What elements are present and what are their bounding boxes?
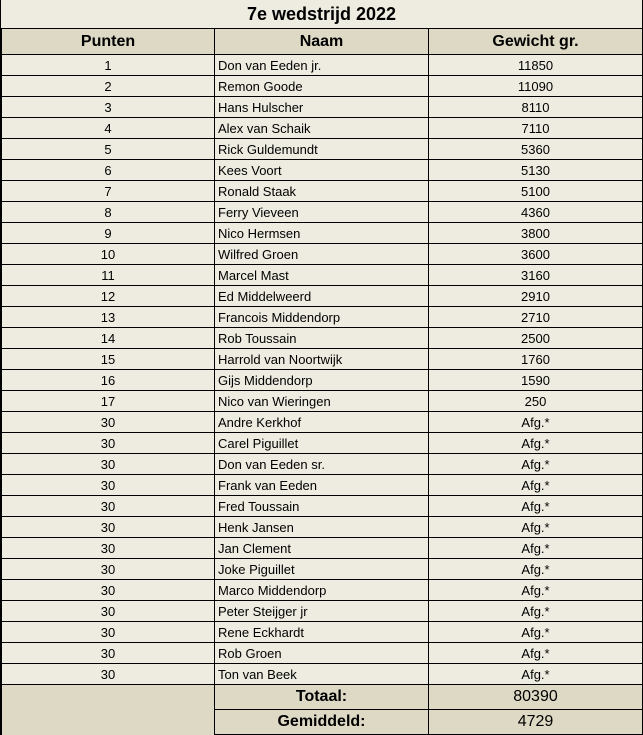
cell-weight: 2910 bbox=[429, 286, 643, 307]
cell-weight: 11090 bbox=[429, 76, 643, 97]
cell-weight: Afg.* bbox=[429, 517, 643, 538]
cell-points: 13 bbox=[2, 307, 215, 328]
table-row bbox=[2, 559, 643, 580]
cell-weight: Afg.* bbox=[429, 496, 643, 517]
cell-name: Nico van Wieringen bbox=[215, 391, 429, 412]
cell-points: 10 bbox=[2, 244, 215, 265]
cell-points: 30 bbox=[2, 622, 215, 643]
cell-weight: 11850 bbox=[429, 55, 643, 76]
cell-name: Fred Toussain bbox=[215, 496, 429, 517]
cell-name: Rob Toussain bbox=[215, 328, 429, 349]
table-row bbox=[2, 391, 643, 412]
table-row bbox=[2, 580, 643, 601]
cell-points: 30 bbox=[2, 664, 215, 685]
cell-weight: Afg.* bbox=[429, 538, 643, 559]
table-row bbox=[2, 601, 643, 622]
cell-weight: Afg.* bbox=[429, 643, 643, 664]
cell-name: Ton van Beek bbox=[215, 664, 429, 685]
table-row bbox=[2, 139, 643, 160]
table-row bbox=[2, 202, 643, 223]
cell-name: Francois Middendorp bbox=[215, 307, 429, 328]
table-row bbox=[2, 328, 643, 349]
cell-points: 14 bbox=[2, 328, 215, 349]
cell-name: Peter Steijger jr bbox=[215, 601, 429, 622]
table-row bbox=[2, 664, 643, 685]
cell-weight: 1760 bbox=[429, 349, 643, 370]
cell-weight: Afg.* bbox=[429, 412, 643, 433]
table-row bbox=[2, 496, 643, 517]
table-row bbox=[2, 454, 643, 475]
table-row bbox=[2, 370, 643, 391]
cell-weight: 3800 bbox=[429, 223, 643, 244]
table-row bbox=[2, 223, 643, 244]
table-row bbox=[2, 55, 643, 76]
cell-points: 6 bbox=[2, 160, 215, 181]
cell-points: 4 bbox=[2, 118, 215, 139]
header-points: Punten bbox=[2, 29, 215, 55]
cell-name: Don van Eeden jr. bbox=[215, 55, 429, 76]
cell-name: Hans Hulscher bbox=[215, 97, 429, 118]
cell-name: Carel Piguillet bbox=[215, 433, 429, 454]
cell-points: 30 bbox=[2, 496, 215, 517]
cell-name: Marcel Mast bbox=[215, 265, 429, 286]
cell-weight: 4360 bbox=[429, 202, 643, 223]
sheet-title: 7e wedstrijd 2022 bbox=[1, 0, 642, 28]
header-name: Naam bbox=[215, 29, 429, 55]
average-value: 4729 bbox=[429, 710, 643, 735]
cell-points: 17 bbox=[2, 391, 215, 412]
cell-name: Harrold van Noortwijk bbox=[215, 349, 429, 370]
results-body bbox=[2, 55, 643, 685]
cell-weight: Afg.* bbox=[429, 580, 643, 601]
cell-name: Jan Clement bbox=[215, 538, 429, 559]
cell-points: 12 bbox=[2, 286, 215, 307]
table-row bbox=[2, 244, 643, 265]
cell-name: Don van Eeden sr. bbox=[215, 454, 429, 475]
cell-weight: Afg.* bbox=[429, 664, 643, 685]
cell-weight: 5360 bbox=[429, 139, 643, 160]
table-row bbox=[2, 643, 643, 664]
cell-name: Ronald Staak bbox=[215, 181, 429, 202]
table-row bbox=[2, 433, 643, 454]
cell-points: 15 bbox=[2, 349, 215, 370]
table-row bbox=[2, 622, 643, 643]
table-row bbox=[2, 181, 643, 202]
results-table bbox=[1, 28, 643, 735]
table-row bbox=[2, 118, 643, 139]
total-value: 80390 bbox=[429, 685, 643, 710]
cell-points: 30 bbox=[2, 601, 215, 622]
cell-name: Andre Kerkhof bbox=[215, 412, 429, 433]
table-row bbox=[2, 475, 643, 496]
cell-name: Rob Groen bbox=[215, 643, 429, 664]
cell-points: 5 bbox=[2, 139, 215, 160]
cell-weight: 7110 bbox=[429, 118, 643, 139]
table-row bbox=[2, 538, 643, 559]
cell-points: 9 bbox=[2, 223, 215, 244]
cell-points: 30 bbox=[2, 559, 215, 580]
cell-points: 30 bbox=[2, 454, 215, 475]
cell-points: 8 bbox=[2, 202, 215, 223]
header-row bbox=[2, 29, 643, 55]
cell-name: Marco Middendorp bbox=[215, 580, 429, 601]
cell-weight: 3600 bbox=[429, 244, 643, 265]
average-label: Gemiddeld: bbox=[215, 710, 429, 735]
cell-name: Alex van Schaik bbox=[215, 118, 429, 139]
cell-points: 30 bbox=[2, 412, 215, 433]
table-row bbox=[2, 517, 643, 538]
cell-weight: 2500 bbox=[429, 328, 643, 349]
cell-weight: Afg.* bbox=[429, 433, 643, 454]
cell-weight: Afg.* bbox=[429, 475, 643, 496]
cell-name: Remon Goode bbox=[215, 76, 429, 97]
table-row bbox=[2, 349, 643, 370]
cell-weight: 250 bbox=[429, 391, 643, 412]
cell-points: 30 bbox=[2, 517, 215, 538]
cell-name: Frank van Eeden bbox=[215, 475, 429, 496]
cell-points: 7 bbox=[2, 181, 215, 202]
cell-weight: 3160 bbox=[429, 265, 643, 286]
cell-name: Henk Jansen bbox=[215, 517, 429, 538]
table-row bbox=[2, 307, 643, 328]
cell-name: Ferry Vieveen bbox=[215, 202, 429, 223]
total-label: Totaal: bbox=[215, 685, 429, 710]
table-row bbox=[2, 412, 643, 433]
table-row bbox=[2, 76, 643, 97]
cell-points: 30 bbox=[2, 643, 215, 664]
cell-points: 30 bbox=[2, 475, 215, 496]
cell-name: Nico Hermsen bbox=[215, 223, 429, 244]
cell-points: 2 bbox=[2, 76, 215, 97]
cell-points: 30 bbox=[2, 433, 215, 454]
table-row bbox=[2, 286, 643, 307]
table-row bbox=[2, 97, 643, 118]
cell-points: 3 bbox=[2, 97, 215, 118]
cell-points: 30 bbox=[2, 538, 215, 559]
cell-points: 16 bbox=[2, 370, 215, 391]
table-row bbox=[2, 265, 643, 286]
cell-points: 1 bbox=[2, 55, 215, 76]
header-weight: Gewicht gr. bbox=[429, 29, 643, 55]
cell-weight: 5100 bbox=[429, 181, 643, 202]
cell-name: Ed Middelweerd bbox=[215, 286, 429, 307]
cell-weight: Afg.* bbox=[429, 601, 643, 622]
cell-weight: 5130 bbox=[429, 160, 643, 181]
cell-name: Rick Guldemundt bbox=[215, 139, 429, 160]
total-row bbox=[2, 685, 643, 710]
cell-weight: 2710 bbox=[429, 307, 643, 328]
cell-weight: Afg.* bbox=[429, 454, 643, 475]
cell-name: Kees Voort bbox=[215, 160, 429, 181]
table-row bbox=[2, 160, 643, 181]
cell-points: 11 bbox=[2, 265, 215, 286]
footer-blank-cell bbox=[2, 685, 215, 735]
cell-name: Joke Piguillet bbox=[215, 559, 429, 580]
cell-weight: Afg.* bbox=[429, 622, 643, 643]
cell-weight: Afg.* bbox=[429, 559, 643, 580]
cell-weight: 8110 bbox=[429, 97, 643, 118]
cell-name: Gijs Middendorp bbox=[215, 370, 429, 391]
cell-points: 30 bbox=[2, 580, 215, 601]
cell-name: Rene Eckhardt bbox=[215, 622, 429, 643]
cell-weight: 1590 bbox=[429, 370, 643, 391]
cell-name: Wilfred Groen bbox=[215, 244, 429, 265]
